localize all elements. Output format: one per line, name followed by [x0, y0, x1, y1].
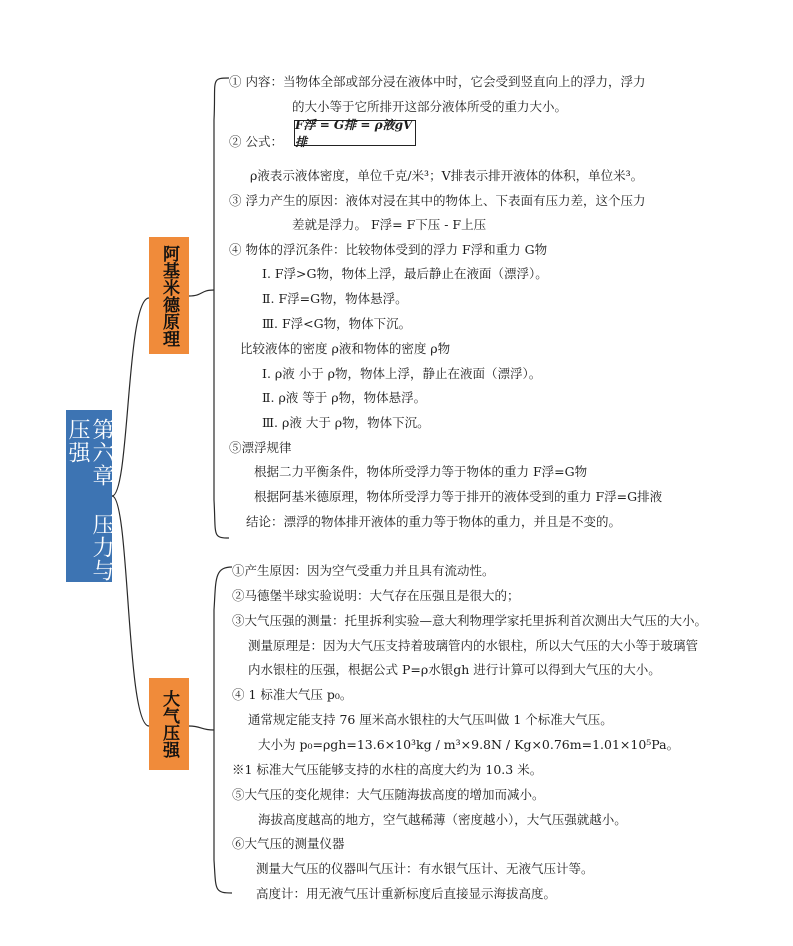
- s1-line-7: ④ 物体的浮沉条件：比较物体受到的浮力 F浮和重力 G物: [229, 242, 548, 257]
- s1-line-14: Ⅲ. ρ液 大于 ρ物，物体下沉。: [262, 415, 430, 430]
- s2-line-9: ※1 标准大气压能够支持的水柱的高度大约为 10.3 米。: [232, 762, 543, 777]
- s1-line-12: Ⅰ. ρ液 小于 ρ物，物体上浮，静止在液面（漂浮）。: [262, 366, 542, 381]
- section-archimedes: 阿基米德原理: [149, 237, 189, 354]
- s1-line-18: 结论：漂浮的物体排开液体的重力等于物体的重力，并且是不变的。: [246, 514, 622, 529]
- s1-line-9: Ⅱ. F浮=G物，物体悬浮。: [262, 291, 408, 306]
- s2-line-12: ⑥大气压的测量仪器: [232, 836, 345, 851]
- s1-line-16: 根据二力平衡条件，物体所受浮力等于物体的重力 F浮=G物: [254, 464, 588, 479]
- s2-line-4: 测量原理是：因为大气压支持着玻璃管内的水银柱，所以大气压的大小等于玻璃管: [248, 638, 699, 653]
- s2-line-6: ④ 1 标准大气压 p₀。: [232, 687, 353, 702]
- s1-line-15: ⑤漂浮规律: [229, 440, 292, 455]
- s2-line-7: 通常规定能支持 76 厘米高水银柱的大气压叫做 1 个标准大气压。: [248, 712, 613, 727]
- section-atmospheric-pressure: 大气压强: [149, 678, 189, 770]
- s1-line-10: Ⅲ. F浮<G物，物体下沉。: [262, 316, 412, 331]
- s1-line-17: 根据阿基米德原理，物体所受浮力等于排开的液体受到的重力 F浮=G排液: [254, 489, 663, 504]
- s2-line-2: ②马德堡半球实验说明：大气存在压强且是很大的；: [232, 588, 520, 603]
- s2-line-5: 内水银柱的压强，根据公式 P=ρ水银gh 进行计算可以得到大气压的大小。: [248, 662, 661, 677]
- s1-line-4: ρ液表示液体密度，单位千克/米³；V排表示排开液体的体积，单位米³。: [250, 168, 644, 183]
- s1-line-2: 的大小等于它所排开这部分液体所受的重力大小。: [292, 99, 568, 114]
- s2-line-13: 测量大气压的仪器叫气压计：有水银气压计、无液气压计等。: [256, 861, 594, 876]
- s1-line-3: ② 公式：: [229, 134, 283, 149]
- s1-line-11: 比较液体的密度 ρ液和物体的密度 ρ物: [240, 341, 451, 356]
- s1-line-1: ① 内容：当物体全部或部分浸在液体中时，它会受到竖直向上的浮力，浮力: [229, 74, 646, 89]
- s1-line-6: 差就是浮力。 F浮= F下压 - F上压: [292, 217, 487, 232]
- s2-line-14: 高度计：用无液气压计重新标度后直接显示海拔高度。: [256, 886, 557, 901]
- s2-line-8: 大小为 p₀=ρgh=13.6×10³kg / m³×9.8N / Kg×0.76m=1.01×10⁵Pa。: [258, 737, 680, 752]
- buoyancy-formula: F浮 = G排 = ρ液gV排: [294, 120, 416, 146]
- chapter-title: 第六章 压力与压强: [66, 410, 112, 582]
- s2-line-3: ③大气压强的测量：托里拆利实验—意大利物理学家托里拆利首次测出大气压的大小。: [232, 613, 708, 628]
- s2-line-11: 海拔高度越高的地方，空气越稀薄（密度越小），大气压强就越小。: [258, 812, 627, 827]
- s1-line-13: Ⅱ. ρ液 等于 ρ物，物体悬浮。: [262, 390, 427, 405]
- s2-line-1: ①产生原因：因为空气受重力并且具有流动性。: [232, 563, 495, 578]
- s1-line-5: ③ 浮力产生的原因：液体对浸在其中的物体上、下表面有压力差，这个压力: [229, 193, 646, 208]
- s1-line-8: Ⅰ. F浮>G物，物体上浮，最后静止在液面（漂浮）。: [262, 266, 548, 281]
- s2-line-10: ⑤大气压的变化规律：大气压随海拔高度的增加而减小。: [232, 787, 545, 802]
